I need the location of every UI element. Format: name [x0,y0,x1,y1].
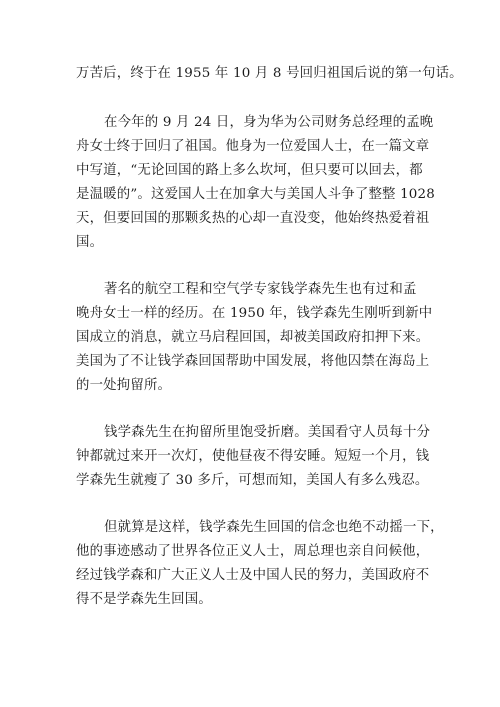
paragraph-line: 在今年的 9 月 24 日，身为华为公司财务总经理的孟晚 [104,115,434,130]
paragraph-line: 中写道，“无论回国的路上多么坎坷，但只要可以回去，都 [76,163,423,178]
paragraph-line: 钱学森先生在拘留所里饱受折磨。美国看守人员每十分 [104,425,431,440]
paragraph-line: 美国为了不让钱学森回国帮助中国发展，将他囚禁在海岛上 [76,354,430,369]
paragraph-line: 是温暖的”。这爱国人士在加拿大与美国人斗争了整整 1028 [76,187,435,202]
paragraph-line: 舟女士终于回归了祖国。他身为一位爱国人士，在一篇文章 [76,139,430,154]
paragraph-line: 经过钱学森和广大正义人士及中国人民的努力，美国政府不 [76,568,430,583]
paragraph-line: 万苦后，终于在 1955 年 10 月 8 号回归祖国后说的第一句话。 [76,66,463,81]
paragraph-line: 得不是学森先生回国。 [76,592,212,607]
paragraph-line: 学森先生就瘦了 30 多斤，可想而知，美国人有多么残忍。 [76,473,429,488]
paragraph-line: 天，但要回国的那颗炙热的心却一直没变，他始终热爱着祖 [76,211,430,226]
paragraph-line: 他的事迹感动了世界各位正义人士，周总理也亲自问候他， [76,544,430,559]
paragraph-line: 国。 [76,235,104,250]
paragraph-line: 但就算是这样，钱学森先生回国的信念也绝不动摇一下， [104,520,444,535]
paragraph-line: 钟都就过来开一次灯，使他昼夜不得安睡。短短一个月，钱 [76,449,430,464]
paragraph-line: 著名的航空工程和空气学专家钱学森先生也有过和孟 [104,282,417,297]
paragraph-line: 国成立的消息，就立马启程回国，却被美国政府扣押下来。 [76,330,430,345]
paragraph-line: 的一处拘留所。 [76,378,172,393]
paragraph-line: 晚舟女士一样的经历。在 1950 年，钱学森先生刚听到新中 [76,306,433,321]
